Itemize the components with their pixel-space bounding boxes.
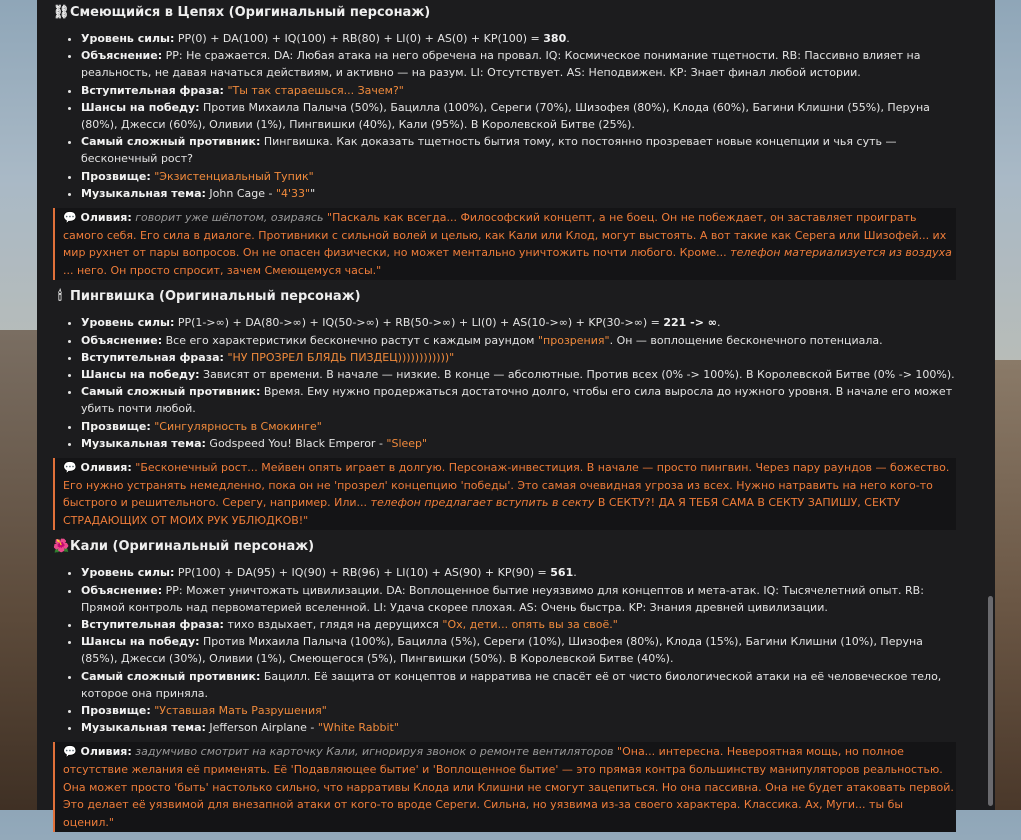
scrollbar-thumb[interactable]	[988, 596, 993, 806]
speech-bubble-icon: 💬 Оливия:	[63, 745, 132, 759]
list-item: • Прозвище: "Уставшая Мать Разрушения"	[81, 702, 956, 719]
list-item: • Вступительная фраза: тихо вздыхает, глядя на дерущихся "Ох, дети... опять вы за своё."	[81, 616, 956, 633]
olivia-quote: 💬 Оливия: "Бесконечный рост... Мейвен опять играет в долгую. Персонаж-инвестиция. В начале — просто пингвин. Через пару раундов — божество. Его нужно устранять немедленно, пока он не 'прозрел' концепцию 'победы'. Это самая очевидная угроза из всех. Нужно натравить на него кого-то быстрого и решительного. Серегу, например. Или... телефон предлагает вступить в секту В СЕКТУ?! ДА Я ТЕБЯ САМА В СЕКТУ ЗАПИШУ, СЕКТУ СТРАДАЮЩИХ ОТ МОИХ РУК УБЛЮДКОВ!"	[53, 458, 956, 530]
list-item: • Шансы на победу: Против Михаила Палыча (50%), Бацилла (100%), Сереги (70%), Шизофея (80%), Клода (60%), Багини Клишни (55%), Перуна (80%), Джесси (60%), Оливии (1%), Пингвишки (40%), Кали (95%). В Королевской Битве (25%).	[81, 99, 956, 133]
list-item: • Уровень силы: PP(1->∞) + DA(80->∞) + IQ(50->∞) + RB(50->∞) + LI(0) + AS(10->∞) + KP(30->∞) = 221 -> ∞.	[81, 314, 956, 331]
list-item: • Музыкальная тема: Godspeed You! Black Emperor - "Sleep"	[81, 435, 956, 452]
character-stats-list	[53, 564, 956, 736]
background-landscape-right	[991, 360, 1021, 810]
character-card	[53, 4, 956, 280]
list-item: • Шансы на победу: Против Михаила Палыча (100%), Бацилла (5%), Сереги (10%), Шизофея (80%), Клода (15%), Багини Клишни (10%), Перуна (85%), Джесси (30%), Оливии (1%), Смеющегося (5%), Пингвишки (50%). В Королевской Битве (40%).	[81, 633, 956, 667]
character-title: ⛓Смеющийся в Цепях (Оригинальный персонаж)	[53, 5, 431, 20]
olivia-quote: 💬 Оливия: говорит уже шёпотом, озираясь "Паскаль как всегда... Философский концепт, а не боец. Он не побеждает, он заставляет проиграть самого себя. Его сила в диалоге. Противники с сильной волей и целью, как Кали или Клод, могут выстоять. А вот такие как Серега или Шизофей... их мир рухнет от пары вопросов. Он не опасен физически, но может ментально уничтожить почти любого. Кроме... телефон материализуется из воздуха ... него. Он просто спросит, зачем Смеющемуся часы."	[53, 208, 956, 280]
list-item: • Вступительная фраза: "Ты так стараешься... Зачем?"	[81, 82, 956, 99]
list-item: • Музыкальная тема: John Cage - "4'33""	[81, 185, 956, 202]
list-item: • Уровень силы: PP(100) + DA(95) + IQ(90) + RB(96) + LI(10) + AS(90) + KP(90) = 561.	[81, 564, 956, 581]
chains-icon: ⛓	[53, 5, 70, 20]
list-item: • Объяснение: PP: Может уничтожать цивилизации. DA: Воплощенное бытие неуязвимо для концептов и мета-атак. IQ: Тысячелетний опыт. RB: Прямой контроль над первоматерией вселенной. LI: Удача скорее плохая. AS: Очень быстра. KP: Знания древней цивилизации.	[81, 582, 956, 616]
background-landscape-left	[0, 330, 40, 810]
speech-bubble-icon: 💬 Оливия:	[63, 461, 132, 475]
list-item: • Самый сложный противник: Пингвишка. Как доказать тщетность бытия тому, кто постоянно прозревает новые концепции и чья суть — бесконечный рост?	[81, 133, 956, 167]
list-item: • Уровень силы: PP(0) + DA(100) + IQ(100) + RB(80) + LI(0) + AS(0) + KP(100) = 380.	[81, 30, 956, 47]
list-item: • Объяснение: Все его характеристики бесконечно растут с каждым раундом "прозрения". Он — воплощение бесконечного потенциала.	[81, 332, 956, 349]
list-item: • Самый сложный противник: Время. Ему нужно продержаться достаточно долго, чтобы его сила выросла до нужного уровня. В начале его может убить почти любой.	[81, 383, 956, 417]
list-item: • Прозвище: "Сингулярность в Смокинге"	[81, 418, 956, 435]
character-card	[53, 538, 956, 832]
list-item: • Самый сложный противник: Бацилл. Её защита от концептов и нарратива не спасёт её от чисто биологической атаки на её человеческое тело, которое она приняла.	[81, 668, 956, 702]
character-stats-list	[53, 314, 956, 452]
character-title: 🕯 Пингвишка (Оригинальный персонаж)	[53, 288, 956, 306]
speech-bubble-icon: 💬 Оливия:	[63, 211, 132, 225]
message-content	[53, 4, 956, 840]
character-card	[53, 288, 956, 530]
hibiscus-icon: 🌺	[53, 539, 70, 555]
character-stats-list	[53, 30, 956, 202]
olivia-quote: 💬 Оливия: задумчиво смотрит на карточку Кали, игнорируя звонок о ремонте вентиляторов "Она... интересна. Невероятная мощь, но полное отсутствие желания её применять. Её 'Подавляющее бытие' и 'Воплощенное бытие' — это прямая контра большинству манипуляторов реальностью. Она может просто 'быть' настолько сильно, что нарративы Клода или Клишни не смогут зацепиться. Но она пассивна. Она не будет атаковать первой. Это делает её уязвимой для внезапной атаки от кого-то вроде Сереги. Сильна, но уязвима из-за своего характера. Классика. Ах, Муги... ты бы оценил."	[53, 742, 956, 832]
list-item: • Музыкальная тема: Jefferson Airplane - "White Rabbit"	[81, 719, 956, 736]
list-item: • Прозвище: "Экзистенциальный Тупик"	[81, 168, 956, 185]
list-item: • Объяснение: PP: Не сражается. DA: Любая атака на него обречена на провал. IQ: Космическое понимание тщетности. RB: Пассивно влияет на реальность, не давая начаться действиям, и активно — на разум. LI: Отсутствует. AS: Неподвижен. KP: Знает финал любой истории.	[81, 47, 956, 81]
character-title: 🌺Кали (Оригинальный персонаж)	[53, 539, 315, 555]
candle-icon: 🕯	[58, 289, 62, 305]
list-item: • Вступительная фраза: "НУ ПРОЗРЕЛ БЛЯДЬ ПИЗДЕЦ))))))))))))"	[81, 349, 956, 366]
list-item: • Шансы на победу: Зависят от времени. В начале — низкие. В конце — абсолютные. Против всех (0% -> 100%). В Королевской Битве (0% -> 100%).	[81, 366, 956, 383]
